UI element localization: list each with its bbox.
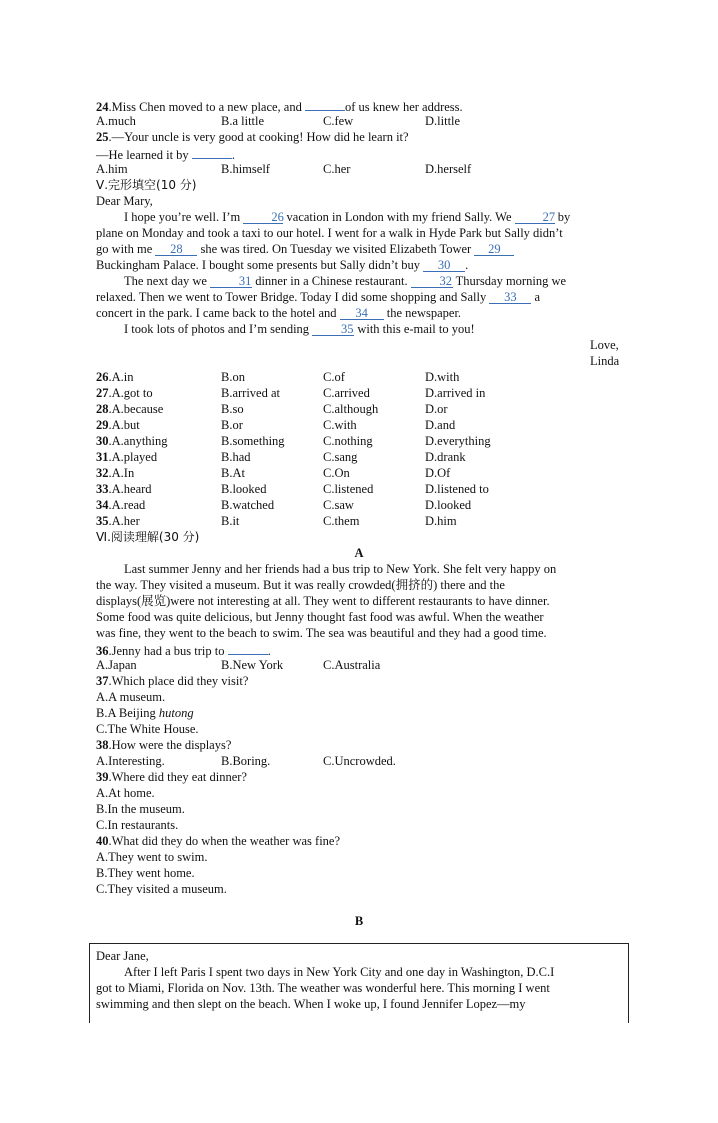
option-a[interactable]: A.At home.	[96, 786, 155, 800]
text: The next day we	[124, 274, 207, 288]
passage-a-line: Last summer Jenny and her friends had a bus trip to New York. She felt very happy on	[124, 562, 557, 576]
option-c[interactable]: C.them	[323, 514, 360, 528]
option-b[interactable]: B.himself	[221, 162, 270, 176]
text: Buckingham Palace. I bought some presents but Sally didn’t buy	[96, 258, 421, 272]
question-24	[96, 97, 622, 113]
question-number: 32	[96, 466, 109, 480]
blank-29[interactable]: 29	[474, 242, 514, 256]
letter-line	[96, 209, 622, 225]
text: hutong	[158, 706, 194, 720]
text: Thursday morning we	[455, 274, 567, 288]
letter-line	[96, 321, 622, 337]
option-text: A.in	[111, 370, 134, 384]
passage-a-line: was fine, they went to the beach to swim. The sea was beautiful and they had a good time.	[96, 626, 547, 640]
blank-28[interactable]: 28	[155, 242, 197, 256]
option-c[interactable]: C.In restaurants.	[96, 818, 179, 832]
option-d[interactable]: D.looked	[425, 498, 472, 512]
option-d[interactable]: D.and	[425, 418, 456, 432]
option-d[interactable]: D.little	[425, 114, 461, 128]
passage-b-line: got to Miami, Florida on Nov. 13th. The weather was wonderful here. This morning I went	[96, 981, 550, 995]
option-text: A.In	[111, 466, 135, 480]
option-a[interactable]: 32.A.In	[96, 466, 135, 480]
letter-line	[96, 305, 622, 321]
cloze-option-row	[96, 433, 622, 449]
option-a[interactable]: 28.A.because	[96, 402, 164, 416]
option-c[interactable]: C.listened	[323, 482, 374, 496]
question-number: 34	[96, 498, 109, 512]
option-c[interactable]: C.her	[323, 162, 351, 176]
option-d[interactable]: D.everything	[425, 434, 491, 448]
question-number: 39	[96, 770, 109, 784]
option-c[interactable]: C.arrived	[323, 386, 370, 400]
text: go with me	[96, 242, 153, 256]
option-a[interactable]: A.A museum.	[96, 690, 166, 704]
question-stem: .Which place did they visit?	[108, 674, 249, 688]
option-d[interactable]: D.with	[425, 370, 460, 384]
question-stem: .What did they do when the weather was fine?	[108, 834, 341, 848]
letter-greeting: Dear Mary,	[96, 194, 153, 208]
cloze-option-row	[96, 449, 622, 465]
passage-b-label: B	[354, 914, 364, 928]
question-40	[96, 833, 622, 849]
passage-b-box	[89, 943, 629, 1023]
option-d[interactable]: D.or	[425, 402, 448, 416]
text: the newspaper.	[386, 306, 462, 320]
blank-30[interactable]: 30	[423, 258, 465, 272]
option-c[interactable]: C.On	[323, 466, 350, 480]
blank-33[interactable]: 33	[489, 290, 531, 304]
options-24	[96, 113, 622, 129]
option-d[interactable]: D.drank	[425, 450, 466, 464]
option-a[interactable]: 30.A.anything	[96, 434, 168, 448]
question-stem: .How were the displays?	[108, 738, 232, 752]
options-38	[96, 753, 622, 769]
option-c[interactable]: C.although	[323, 402, 379, 416]
text: relaxed. Then we went to Tower Bridge. Today I did some shopping and Sally	[96, 290, 487, 304]
passage-a-label: A	[354, 546, 364, 560]
blank-32[interactable]: 32	[411, 274, 453, 288]
question-stem: .Miss Chen moved to a new place, and	[108, 100, 302, 114]
text: dinner in a Chinese restaurant.	[255, 274, 408, 288]
option-c[interactable]: C.Australia	[323, 658, 381, 672]
option-text: A.got to	[111, 386, 153, 400]
option-c[interactable]: C.of	[323, 370, 345, 384]
option-text: A.her	[111, 514, 140, 528]
option-b[interactable]	[96, 705, 622, 721]
letter-closing: Love,	[590, 338, 619, 352]
option-d[interactable]: D.him	[425, 514, 457, 528]
question-stem: .—Your uncle is very good at cooking! How did he learn it?	[108, 130, 409, 144]
cloze-option-row	[96, 513, 622, 529]
option-d[interactable]: D.herself	[425, 162, 472, 176]
cloze-options	[96, 369, 622, 529]
letter-line	[96, 289, 622, 305]
blank-27[interactable]: 27	[515, 210, 555, 224]
text: vacation in London with my friend Sally. We	[286, 210, 512, 224]
question-number: 26	[96, 370, 109, 384]
letter-line	[96, 241, 622, 257]
option-a[interactable]: A.much	[96, 114, 136, 128]
question-number: 24	[96, 100, 109, 114]
question-number: 27	[96, 386, 109, 400]
question-number: 37	[96, 674, 109, 688]
option-d[interactable]: D.arrived in	[425, 386, 486, 400]
letter-line	[96, 273, 622, 289]
option-text: A.but	[111, 418, 140, 432]
text: by	[557, 210, 571, 224]
blank-26[interactable]: 26	[243, 210, 283, 224]
question-stem-end: of us knew her address.	[344, 100, 463, 114]
text: she was tired. On Tuesday we visited Elizabeth Tower	[200, 242, 472, 256]
text: I took lots of photos and I’m sending	[124, 322, 310, 336]
option-text: A.anything	[111, 434, 168, 448]
option-c[interactable]: C.The White House.	[96, 722, 199, 736]
passage-b-line: swimming and then slept on the beach. When I woke up, I found Jennifer Lopez—my	[96, 997, 526, 1011]
option-a[interactable]: 35.A.her	[96, 514, 140, 528]
text: with this e-mail to you!	[357, 322, 475, 336]
passage-a-line: displays(展览)were not interesting at all. They went to different restaurants to have dinner.	[96, 594, 550, 608]
answer-blank[interactable]	[228, 641, 268, 655]
text: concert in the park. I came back to the hotel and	[96, 306, 337, 320]
blank-35[interactable]: 35	[312, 322, 354, 336]
question-number: 36	[96, 644, 109, 658]
question-38	[96, 737, 622, 753]
option-b[interactable]: B.so	[221, 402, 244, 416]
option-text: A.played	[111, 450, 158, 464]
option-b[interactable]: B.New York	[221, 658, 284, 672]
question-number: 31	[96, 450, 109, 464]
cloze-option-row	[96, 465, 622, 481]
cloze-option-row	[96, 481, 622, 497]
option-c[interactable]: C.nothing	[323, 434, 373, 448]
option-b[interactable]: B.arrived at	[221, 386, 281, 400]
letter-line: Buckingham Palace. I bought some presents but Sally didn’t buy 30 .	[96, 258, 469, 272]
option-b[interactable]: B.something	[221, 434, 285, 448]
question-number: 33	[96, 482, 109, 496]
option-b[interactable]: B.In the museum.	[96, 802, 185, 816]
blank-34[interactable]: 34	[340, 306, 384, 320]
option-c[interactable]: C.saw	[323, 498, 354, 512]
letter-line: plane on Monday and took a taxi to our hotel. I went for a walk in Hyde Park but Sally didn’t	[96, 226, 563, 240]
option-a[interactable]: A.him	[96, 162, 128, 176]
question-stem: .Where did they eat dinner?	[108, 770, 247, 784]
option-c[interactable]: C.few	[323, 114, 354, 128]
option-b[interactable]: B.Boring.	[221, 754, 271, 768]
option-b[interactable]: B.a little	[221, 114, 265, 128]
worksheet	[96, 97, 622, 929]
question-25	[96, 129, 622, 145]
option-a[interactable]: 29.A.but	[96, 418, 140, 432]
option-a[interactable]: A.Interesting.	[96, 754, 165, 768]
option-b[interactable]: B.watched	[221, 498, 275, 512]
options-36	[96, 657, 622, 673]
option-c[interactable]: C.Uncrowded.	[323, 754, 396, 768]
question-39	[96, 769, 622, 785]
option-b[interactable]: B.At	[221, 466, 245, 480]
cloze-option-row	[96, 369, 622, 385]
option-b[interactable]: B.looked	[221, 482, 267, 496]
question-number: 40	[96, 834, 109, 848]
option-text: A.because	[111, 402, 164, 416]
section-5-title: Ⅴ.完形填空(10 分)	[96, 178, 197, 192]
option-a[interactable]: 31.A.played	[96, 450, 158, 464]
option-a[interactable]: A.They went to swim.	[96, 850, 208, 864]
question-25-line2: —He learned it by .	[96, 145, 622, 161]
options-25	[96, 161, 622, 177]
option-c[interactable]: C.They visited a museum.	[96, 882, 227, 896]
option-c[interactable]: C.with	[323, 418, 357, 432]
text: B.A Beijing	[96, 706, 159, 720]
option-a[interactable]: A.Japan	[96, 658, 137, 672]
cloze-option-row	[96, 497, 622, 513]
question-number: 38	[96, 738, 109, 752]
letter-signature: Linda	[590, 354, 620, 368]
question-number: 28	[96, 402, 109, 416]
question-number: 35	[96, 514, 109, 528]
option-a[interactable]: 27.A.got to	[96, 386, 153, 400]
cloze-option-row	[96, 417, 622, 433]
option-d[interactable]: D.listened to	[425, 482, 489, 496]
passage-a-line: Some food was quite delicious, but Jenny thought fast food was awful. When the weather	[96, 610, 544, 624]
blank-31[interactable]: 31	[210, 274, 252, 288]
passage-b-greeting: Dear Jane,	[96, 949, 149, 963]
text: a	[534, 290, 541, 304]
option-b[interactable]: B.on	[221, 370, 245, 384]
question-number: 30	[96, 434, 109, 448]
cloze-option-row	[96, 385, 622, 401]
passage-a-line: the way. They visited a museum. But it was really crowded(拥挤的) there and the	[96, 578, 505, 592]
option-b[interactable]: B.They went home.	[96, 866, 195, 880]
option-b[interactable]: B.had	[221, 450, 251, 464]
answer-blank[interactable]	[192, 145, 232, 159]
option-c[interactable]: C.sang	[323, 450, 358, 464]
option-a[interactable]: 26.A.in	[96, 370, 134, 384]
option-b[interactable]: B.or	[221, 418, 243, 432]
option-a[interactable]: 33.A.heard	[96, 482, 152, 496]
option-b[interactable]: B.it	[221, 514, 240, 528]
cloze-option-row	[96, 401, 622, 417]
question-number: 25	[96, 130, 109, 144]
question-36: 36.Jenny had a bus trip to .	[96, 641, 622, 657]
question-37	[96, 673, 622, 689]
passage-b-line: After I left Paris I spent two days in New York City and one day in Washington, D.C.I	[124, 965, 555, 979]
question-stem: .Jenny had a bus trip to	[108, 644, 225, 658]
section-6-title: Ⅵ.阅读理解(30 分)	[96, 530, 200, 544]
option-text: A.read	[111, 498, 146, 512]
question-number: 29	[96, 418, 109, 432]
question-stem: —He learned it by	[96, 148, 189, 162]
answer-blank[interactable]	[305, 97, 345, 111]
option-d[interactable]: D.Of	[425, 466, 451, 480]
option-a[interactable]: 34.A.read	[96, 498, 146, 512]
text: I hope you’re well. I’m	[124, 210, 241, 224]
option-text: A.heard	[111, 482, 152, 496]
